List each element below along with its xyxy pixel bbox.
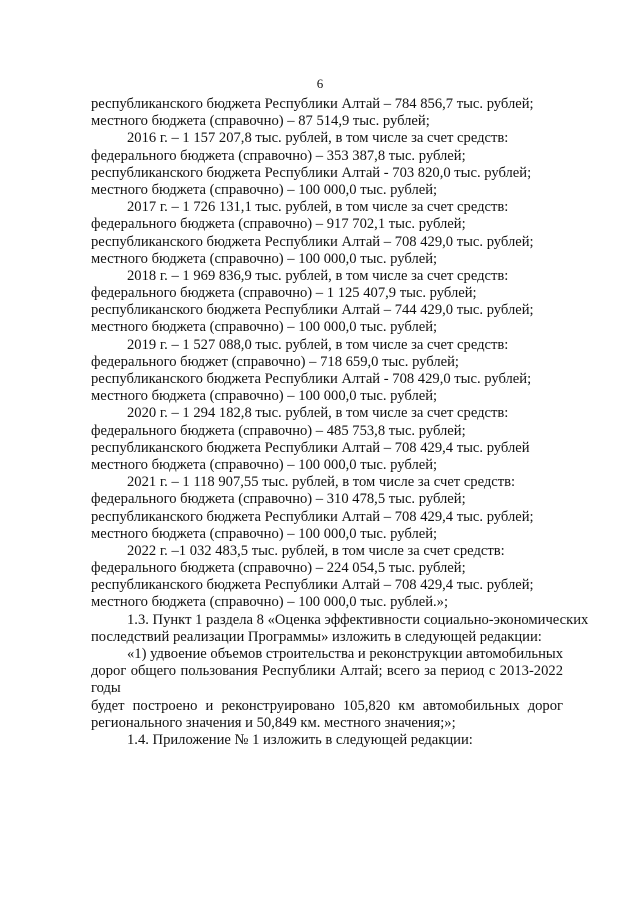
text-line: республиканского бюджета Республики Алтай – 708 429,4 тыс. рублей <box>91 439 530 456</box>
text-line: республиканского бюджета Республики Алтай – 744 429,0 тыс. рублей; <box>91 302 534 319</box>
year-heading-2017: 2017 г. – 1 726 131,1 тыс. рублей, в том числе за счет средств: <box>127 199 509 216</box>
text-line: федерального бюджета (справочно) – 1 125 407,9 тыс. рублей; <box>91 285 477 302</box>
text-line: последствий реализации Программы» изложить в следующей редакции: <box>91 628 542 645</box>
clause-1-3: 1.3. Пункт 1 раздела 8 «Оценка эффективности социально-экономических <box>127 611 589 628</box>
text-line: будет построено и реконструировано 105,820 км автомобильных дорог <box>91 697 563 714</box>
text-line: местного бюджета (справочно) – 100 000,0 тыс. рублей; <box>91 181 438 198</box>
text-line: местного бюджета (справочно) – 100 000,0 тыс. рублей; <box>91 319 438 336</box>
text-line: федерального бюджета (справочно) – 917 702,1 тыс. рублей; <box>91 216 466 233</box>
text-line: федерального бюджета (справочно) – 224 054,5 тыс. рублей; <box>91 560 466 577</box>
document-body <box>91 96 589 749</box>
quoted-item-1: «1) удвоение объемов строительства и реконструкции автомобильных <box>127 646 563 662</box>
year-heading-2022: 2022 г. –1 032 483,5 тыс. рублей, в том числе за счет средств: <box>127 542 505 559</box>
text-line: регионального значения и 50,849 км. местного значения;»; <box>91 714 456 731</box>
text-line: местного бюджета (справочно) – 100 000,0 тыс. рублей; <box>91 456 438 473</box>
text-line: дорог общего пользования Республики Алтай; всего за период с 2013-2022 годы <box>91 663 563 697</box>
text-line: федерального бюджета (справочно) – 353 387,8 тыс. рублей; <box>91 147 466 164</box>
text-line: местного бюджета (справочно) – 100 000,0 тыс. рублей; <box>91 250 438 267</box>
year-heading-2019: 2019 г. – 1 527 088,0 тыс. рублей, в том числе за счет средств: <box>127 336 509 353</box>
text-line: республиканского бюджета Республики Алтай - 708 429,0 тыс. рублей; <box>91 371 532 387</box>
text-line: республиканского бюджета Республики Алтай – 708 429,0 тыс. рублей; <box>91 233 534 250</box>
year-heading-2018: 2018 г. – 1 969 836,9 тыс. рублей, в том числе за счет средств: <box>127 267 509 284</box>
clause-1-4: 1.4. Приложение № 1 изложить в следующей редакции: <box>127 732 473 748</box>
text-line: федерального бюджета (справочно) – 310 478,5 тыс. рублей; <box>91 491 466 508</box>
text-line: местного бюджета (справочно) – 100 000,0 тыс. рублей; <box>91 525 438 542</box>
year-heading-2016: 2016 г. – 1 157 207,8 тыс. рублей, в том числе за счет средств: <box>127 130 509 147</box>
text-line: республиканского бюджета Республики Алтай – 784 856,7 тыс. рублей; <box>91 96 534 112</box>
text-line: федерального бюджета (справочно) – 485 753,8 тыс. рублей; <box>91 422 466 439</box>
year-heading-2020: 2020 г. – 1 294 182,8 тыс. рублей, в том числе за счет средств: <box>127 405 509 422</box>
text-line: местного бюджета (справочно) – 87 514,9 тыс. рублей; <box>91 113 430 130</box>
year-heading-2021: 2021 г. – 1 118 907,55 тыс. рублей, в том числе за счет средств: <box>127 474 516 491</box>
text-line: местного бюджета (справочно) – 100 000,0 тыс. рублей.»; <box>91 594 449 611</box>
text-line: федерального бюджет (справочно) – 718 659,0 тыс. рублей; <box>91 353 459 370</box>
text-line: республиканского бюджета Республики Алтай – 708 429,4 тыс. рублей; <box>91 508 534 525</box>
text-line: местного бюджета (справочно) – 100 000,0 тыс. рублей; <box>91 388 438 405</box>
page-number: 6 <box>316 76 324 91</box>
text-line: республиканского бюджета Республики Алтай - 703 820,0 тыс. рублей; <box>91 164 532 181</box>
text-line: республиканского бюджета Республики Алтай – 708 429,4 тыс. рублей; <box>91 577 534 594</box>
